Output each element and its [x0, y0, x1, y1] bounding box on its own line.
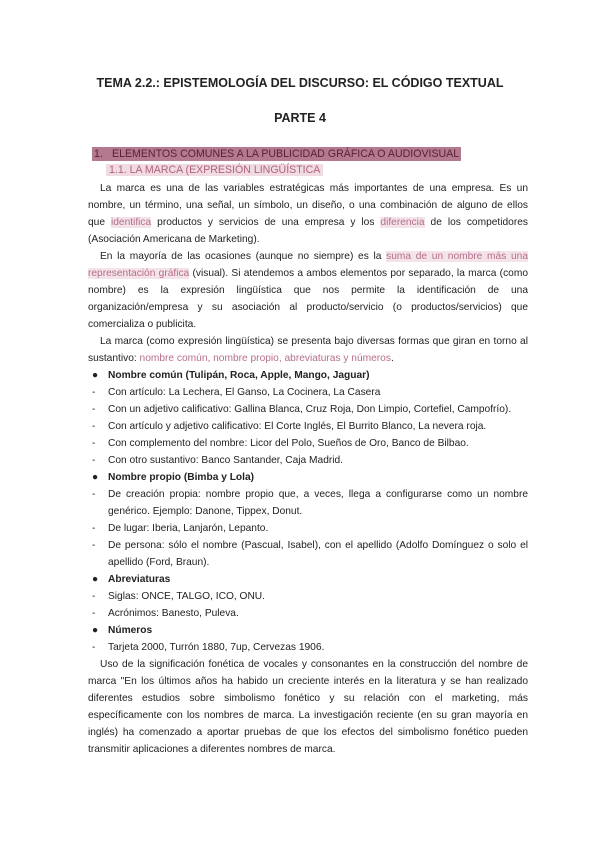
list-item-text: Con artículo y adjetivo calificativo: El Corte Inglés, El Burrito Blanco, La nevera roja. — [108, 421, 487, 432]
list-item-text: Acrónimos: Banesto, Puleva. — [108, 608, 239, 619]
bullet-marker: ● — [92, 574, 99, 585]
paragraph-text: productos y servicios de una empresa y los — [151, 217, 381, 228]
highlight-identifica: identifica — [110, 217, 152, 228]
list-dash-item — [88, 418, 528, 435]
dash-marker: - — [92, 523, 96, 534]
list-item-text: Con otro sustantivo: Banco Santander, Caja Madrid. — [108, 455, 344, 466]
dash-marker: - — [92, 591, 96, 602]
list-item-text: De persona: sólo el nombre (Pascual, Isabel), con el apellido (Adolfo Domínguez o solo el apellido (Ford, Braun). — [108, 540, 528, 568]
dash-marker: - — [92, 455, 96, 466]
paragraph-text: de los competidores (Asociación Americana de Marketing). — [88, 217, 528, 245]
list-bullet-item — [88, 571, 528, 588]
list-item-text: Números — [108, 625, 153, 636]
paragraph-definition — [88, 180, 528, 248]
highlight-diferencia: diferencia — [380, 217, 425, 228]
paragraph-text: La marca es una de las variables estratégicas más importantes de una empresa. Es un nombre, un término, una señal, un símbolo, un diseño, o una combinación de alguno de ellos que — [88, 183, 528, 228]
list-item-text: Con artículo: La Lechera, El Ganso, La Cocinera, La Casera — [108, 387, 381, 398]
paragraph-forms — [88, 333, 528, 367]
list-item-text: De creación propia: nombre propio que, a veces, llega a configurarse como un nombre genérico. Ejemplo: Danone, Tippex, Donut. — [108, 489, 528, 517]
section-heading — [92, 147, 461, 161]
paragraph-text: La marca (como expresión lingüística) se presenta bajo diversas formas que giran en torno al sustantivo: — [88, 336, 528, 364]
bullet-marker: ● — [92, 472, 99, 483]
list-item-text: De lugar: Iberia, Lanjarón, Lepanto. — [108, 523, 269, 534]
list-dash-item — [88, 384, 528, 401]
dash-marker: - — [92, 404, 96, 415]
list-dash-item — [88, 520, 528, 537]
list-item-text: Nombre propio (Bimba y Lola) — [108, 472, 255, 483]
list-dash-item — [88, 452, 528, 469]
list-item-text: Nombre común (Tulipán, Roca, Apple, Mango, Jaguar) — [108, 370, 370, 381]
paragraph-composition — [88, 248, 528, 333]
list-dash-item — [88, 639, 528, 656]
list-bullet-item — [88, 622, 528, 639]
list-item-text: Con complemento del nombre: Licor del Polo, Sueños de Oro, Banco de Bilbao. — [108, 438, 469, 449]
paragraph-text: . — [390, 353, 394, 364]
section-number: 1. — [94, 148, 103, 160]
list-dash-item — [88, 605, 528, 622]
list-dash-item — [88, 537, 528, 571]
document-title: TEMA 2.2.: EPISTEMOLOGÍA DEL DISCURSO: EL CÓDIGO TEXTUAL — [96, 76, 504, 90]
highlight-forms: nombre común, nombre propio, abreviaturas y números — [139, 353, 391, 364]
paragraph-phonetic: Uso de la significación fonética de vocales y consonantes en la construcción del nombre de marca "En los últimos años ha habido un creciente interés en la literatura y se han realizado diferentes estudios sobre simbolismo fonético y su relación con el marketing, más específicamente con los nombres de marca. La investigación reciente (en su gran mayoría en inglés) ha comenzado a aportar pruebas de que los efectos del simbolismo fonético pueden transmitir aplicaciones a diferentes nombres de marca. — [88, 659, 528, 755]
dash-marker: - — [92, 540, 96, 551]
dash-marker: - — [92, 642, 96, 653]
section-label: ELEMENTOS COMUNES A LA PUBLICIDAD GRÁFICA O AUDIOVISUAL — [112, 148, 460, 160]
dash-marker: - — [92, 438, 96, 449]
subsection-heading: 1.1. LA MARCA (EXPRESIÓN LINGÜÍSTICA — [106, 164, 323, 176]
paragraph-text: (visual). Si atendemos a ambos elementos por separado, la marca (como nombre) es la expresión lingüística que nos permite la identificación de una organización/empresa y su asociación al producto/servicio (o productos/servicios) que comercializa o publicita. — [88, 268, 528, 330]
document-body — [88, 180, 528, 758]
highlight-suma: suma de un nombre más una representación gráfica — [88, 251, 528, 279]
list-dash-item — [88, 486, 528, 520]
paragraph-text: En la mayoría de las ocasiones (aunque no siempre) es la — [100, 251, 387, 262]
dash-marker: - — [92, 387, 96, 398]
list-bullet-item — [88, 469, 528, 486]
list-item-text: Abreviaturas — [108, 574, 171, 585]
bullet-marker: ● — [92, 370, 99, 381]
list-item-text: Siglas: ONCE, TALGO, ICO, ONU. — [108, 591, 265, 602]
bullet-marker: ● — [92, 625, 99, 636]
list-item-text: Con un adjetivo calificativo: Gallina Blanca, Cruz Roja, Don Limpio, Cortefiel, Campofrío). — [108, 404, 512, 415]
dash-marker: - — [92, 421, 96, 432]
brand-forms-list — [88, 367, 528, 656]
dash-marker: - — [92, 608, 96, 619]
dash-marker: - — [92, 489, 96, 500]
list-dash-item — [88, 435, 528, 452]
list-dash-item — [88, 588, 528, 605]
list-bullet-item — [88, 367, 528, 384]
list-dash-item — [88, 401, 528, 418]
document-subtitle: PARTE 4 — [274, 111, 326, 125]
list-item-text: Tarjeta 2000, Turrón 1880, 7up, Cervezas 1906. — [108, 642, 325, 653]
